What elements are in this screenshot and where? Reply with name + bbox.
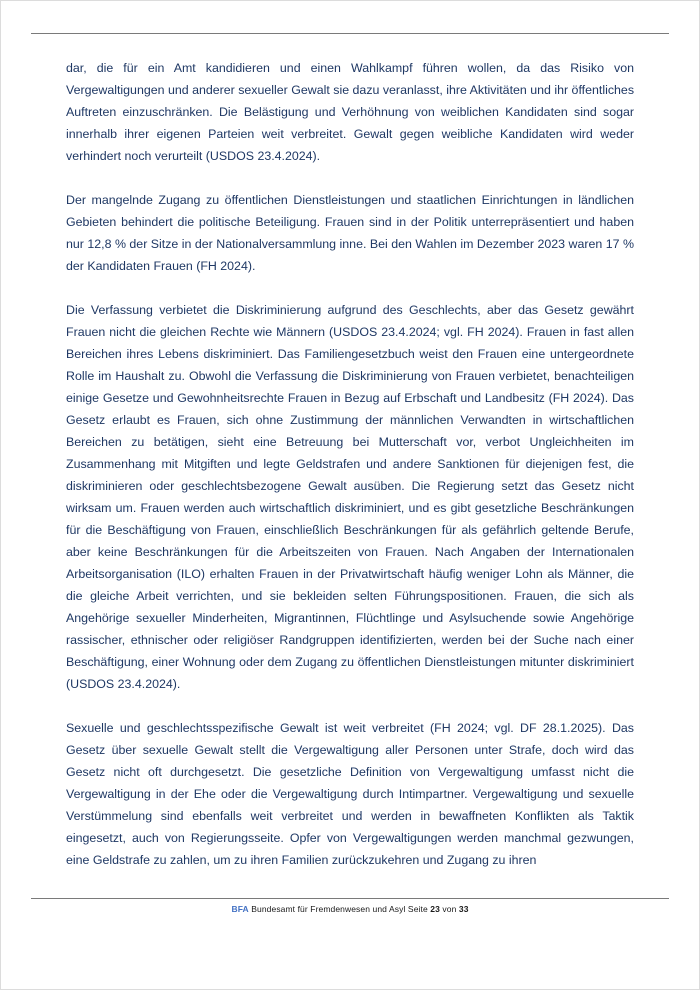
paragraph-women-candidates: dar, die für ein Amt kandidieren und einen Wahlkampf führen wollen, da das Risiko von Vergewaltigungen und anderer sexueller Gewalt sie dazu veranlasst, ihre Aktivitäten und ihr öffentliches Auftreten einzuschränken. Die Belästigung und Verhöhnung von weiblichen Kandidaten sind sogar innerhalb ihrer eigenen Parteien weit verbreitet. Gewalt gegen weibliche Kandidaten wird weder verhindert noch verurteilt (USDOS 23.4.2024).	[66, 61, 635, 163]
footer-page-current: 23	[430, 904, 440, 914]
footer-of-word: von	[442, 904, 457, 914]
footer-org-abbreviation: BFA	[231, 904, 249, 914]
paragraph-sexual-violence: Sexuelle und geschlechtsspezifische Gewalt ist weit verbreitet (FH 2024; vgl. DF 28.1.2025). Das Gesetz über sexuelle Gewalt stellt die Vergewaltigung aller Personen unter Strafe, doch wird das Gesetz nicht oft durchgesetzt. Die gesetzliche Definition von Vergewaltigung umfasst nicht die Vergewaltigung in der Ehe oder die Vergewaltigung durch Intimpartner. Vergewaltigung und sexuelle Verstümmelung sind ebenfalls weit verbreitet und werden in bewaffneten Konflikten als Taktik eingesetzt, auch von Regierungsseite. Opfer von Vergewaltigungen werden manchmal gezwungen, eine Geldstrafe zu zahlen, um zu ihren Familien zurückzukehren und Zugang zu ihren	[66, 721, 634, 867]
page-footer	[1, 904, 699, 915]
footer-page-total: 33	[458, 904, 469, 914]
footer-rule	[31, 898, 669, 899]
paragraph-political-participation: Der mangelnde Zugang zu öffentlichen Dienstleistungen und staatlichen Einrichtungen in ländlichen Gebieten behindert die politische Beteiligung. Frauen sind in der Politik unterrepräsentiert und haben nur 12,8 % der Sitze in der Nationalversammlung inne. Bei den Wahlen im Dezember 2023 waren 17 % der Kandidaten Frauen (FH 2024).	[66, 193, 634, 273]
document-body	[66, 57, 634, 893]
footer-org-name: Bundesamt für Fremdenwesen und Asyl	[251, 904, 406, 914]
header-rule	[31, 33, 669, 34]
footer-page-word: Seite	[407, 904, 428, 914]
paragraph-discrimination-law: Die Verfassung verbietet die Diskriminierung aufgrund des Geschlechts, aber das Gesetz gewährt Frauen nicht die gleichen Rechte wie Männern (USDOS 23.4.2024; vgl. FH 2024). Frauen in fast allen Bereichen ihres Lebens diskriminiert. Das Familiengesetzbuch weist den Frauen eine untergeordnete Rolle im Haushalt zu. Obwohl die Verfassung die Diskriminierung von Frauen verbietet, benachteiligen einige Gesetze und Gewohnheitsrechte Frauen in Bezug auf Erbschaft und Landbesitz (FH 2024). Das Gesetz erlaubt es Frauen, sich ohne Zustimmung der männlichen Verwandten in wirtschaftlichen Bereichen zu betätigen, sieht eine Betreuung bei Mutterschaft vor, verbot Ungleichheiten im Zusammenhang mit Mitgiften und legte Geldstrafen und andere Sanktionen für diejenigen fest, die diskriminieren oder geschlechtsbezogene Gewalt ausüben. Die Regierung setzt das Gesetz nicht wirksam um. Frauen werden auch wirtschaftlich diskriminiert, und es gibt gesetzliche Beschränkungen für die Beschäftigung von Frauen, einschließlich Beschränkungen für als gefährlich geltende Berufe, aber keine Beschränkungen für die Arbeitszeiten von Frauen. Nach Angaben der Internationalen Arbeitsorganisation (ILO) erhalten Frauen in der Privatwirtschaft häufig weniger Lohn als Männer, die die gleiche Arbeit verrichten, und sie bekleiden selten Führungspositionen. Frauen, die sich als Angehörige sexueller Minderheiten, Migrantinnen, Flüchtlinge und Asylsuchende sowie Angehörige rassischer, ethnischer oder religiöser Randgruppen identifizierten, werden bei der Suche nach einer Beschäftigung, einer Wohnung oder dem Zugang zu öffentlichen Dienstleistungen mitunter diskriminiert (USDOS 23.4.2024).	[66, 303, 634, 691]
